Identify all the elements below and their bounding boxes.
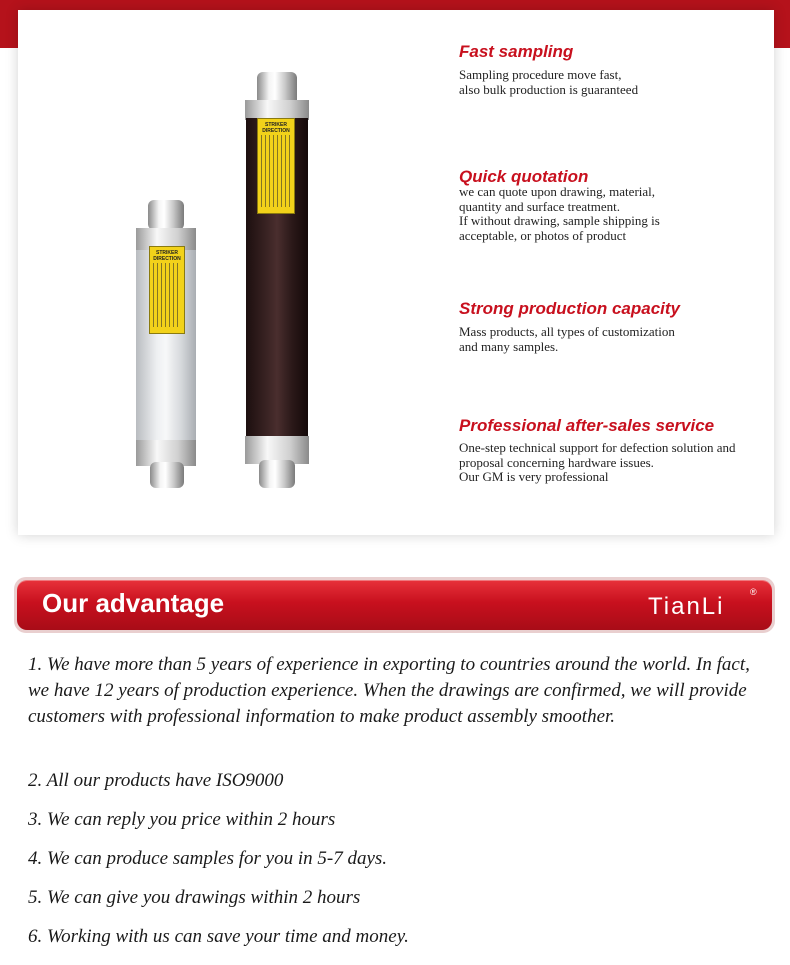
feature-desc-after-sales: One-step technical support for defection solution and proposal concerning hardware issues. Our GM is very professional xyxy=(459,440,736,484)
registered-mark: ® xyxy=(750,587,757,597)
feature-desc-fast-sampling: Sampling procedure move fast, also bulk production is guaranteed xyxy=(459,67,639,97)
white-fuse-label: STRIKER DIRECTION xyxy=(149,246,185,334)
advantage-item-2: 2. All our products have ISO9000 xyxy=(28,770,284,791)
banner-title: Our advantage xyxy=(42,588,225,618)
advantage-item-1: 1. We have more than 5 years of experience in exporting to countries around the world. In fact, we have 12 years of production experience. When the drawings are confirmed, we will provide customers with professional information to make product assembly smoother. xyxy=(28,654,750,727)
advantage-item-3: 3. We can reply you price within 2 hours xyxy=(28,809,336,830)
feature-desc-production-capacity: Mass products, all types of customization and many samples. xyxy=(459,324,675,354)
feature-desc-quick-quotation: we can quote upon drawing, material, quantity and surface treatment. If without drawing, sample shipping is acceptable, or photos of product xyxy=(459,184,660,243)
feature-title-production-capacity: Strong production capacity xyxy=(459,299,681,318)
feature-title-fast-sampling: Fast sampling xyxy=(459,42,574,61)
brand-logo: TianLi xyxy=(648,593,725,620)
feature-title-after-sales: Professional after-sales service xyxy=(459,416,715,435)
advantage-item-6: 6. Working with us can save your time and money. xyxy=(28,926,409,947)
advantage-item-4: 4. We can produce samples for you in 5-7 days. xyxy=(28,848,388,869)
feature-title-quick-quotation: Quick quotation xyxy=(459,167,589,186)
advantage-item-5: 5. We can give you drawings within 2 hours xyxy=(28,887,361,908)
black-fuse-label: STRIKER DIRECTION xyxy=(257,118,295,214)
